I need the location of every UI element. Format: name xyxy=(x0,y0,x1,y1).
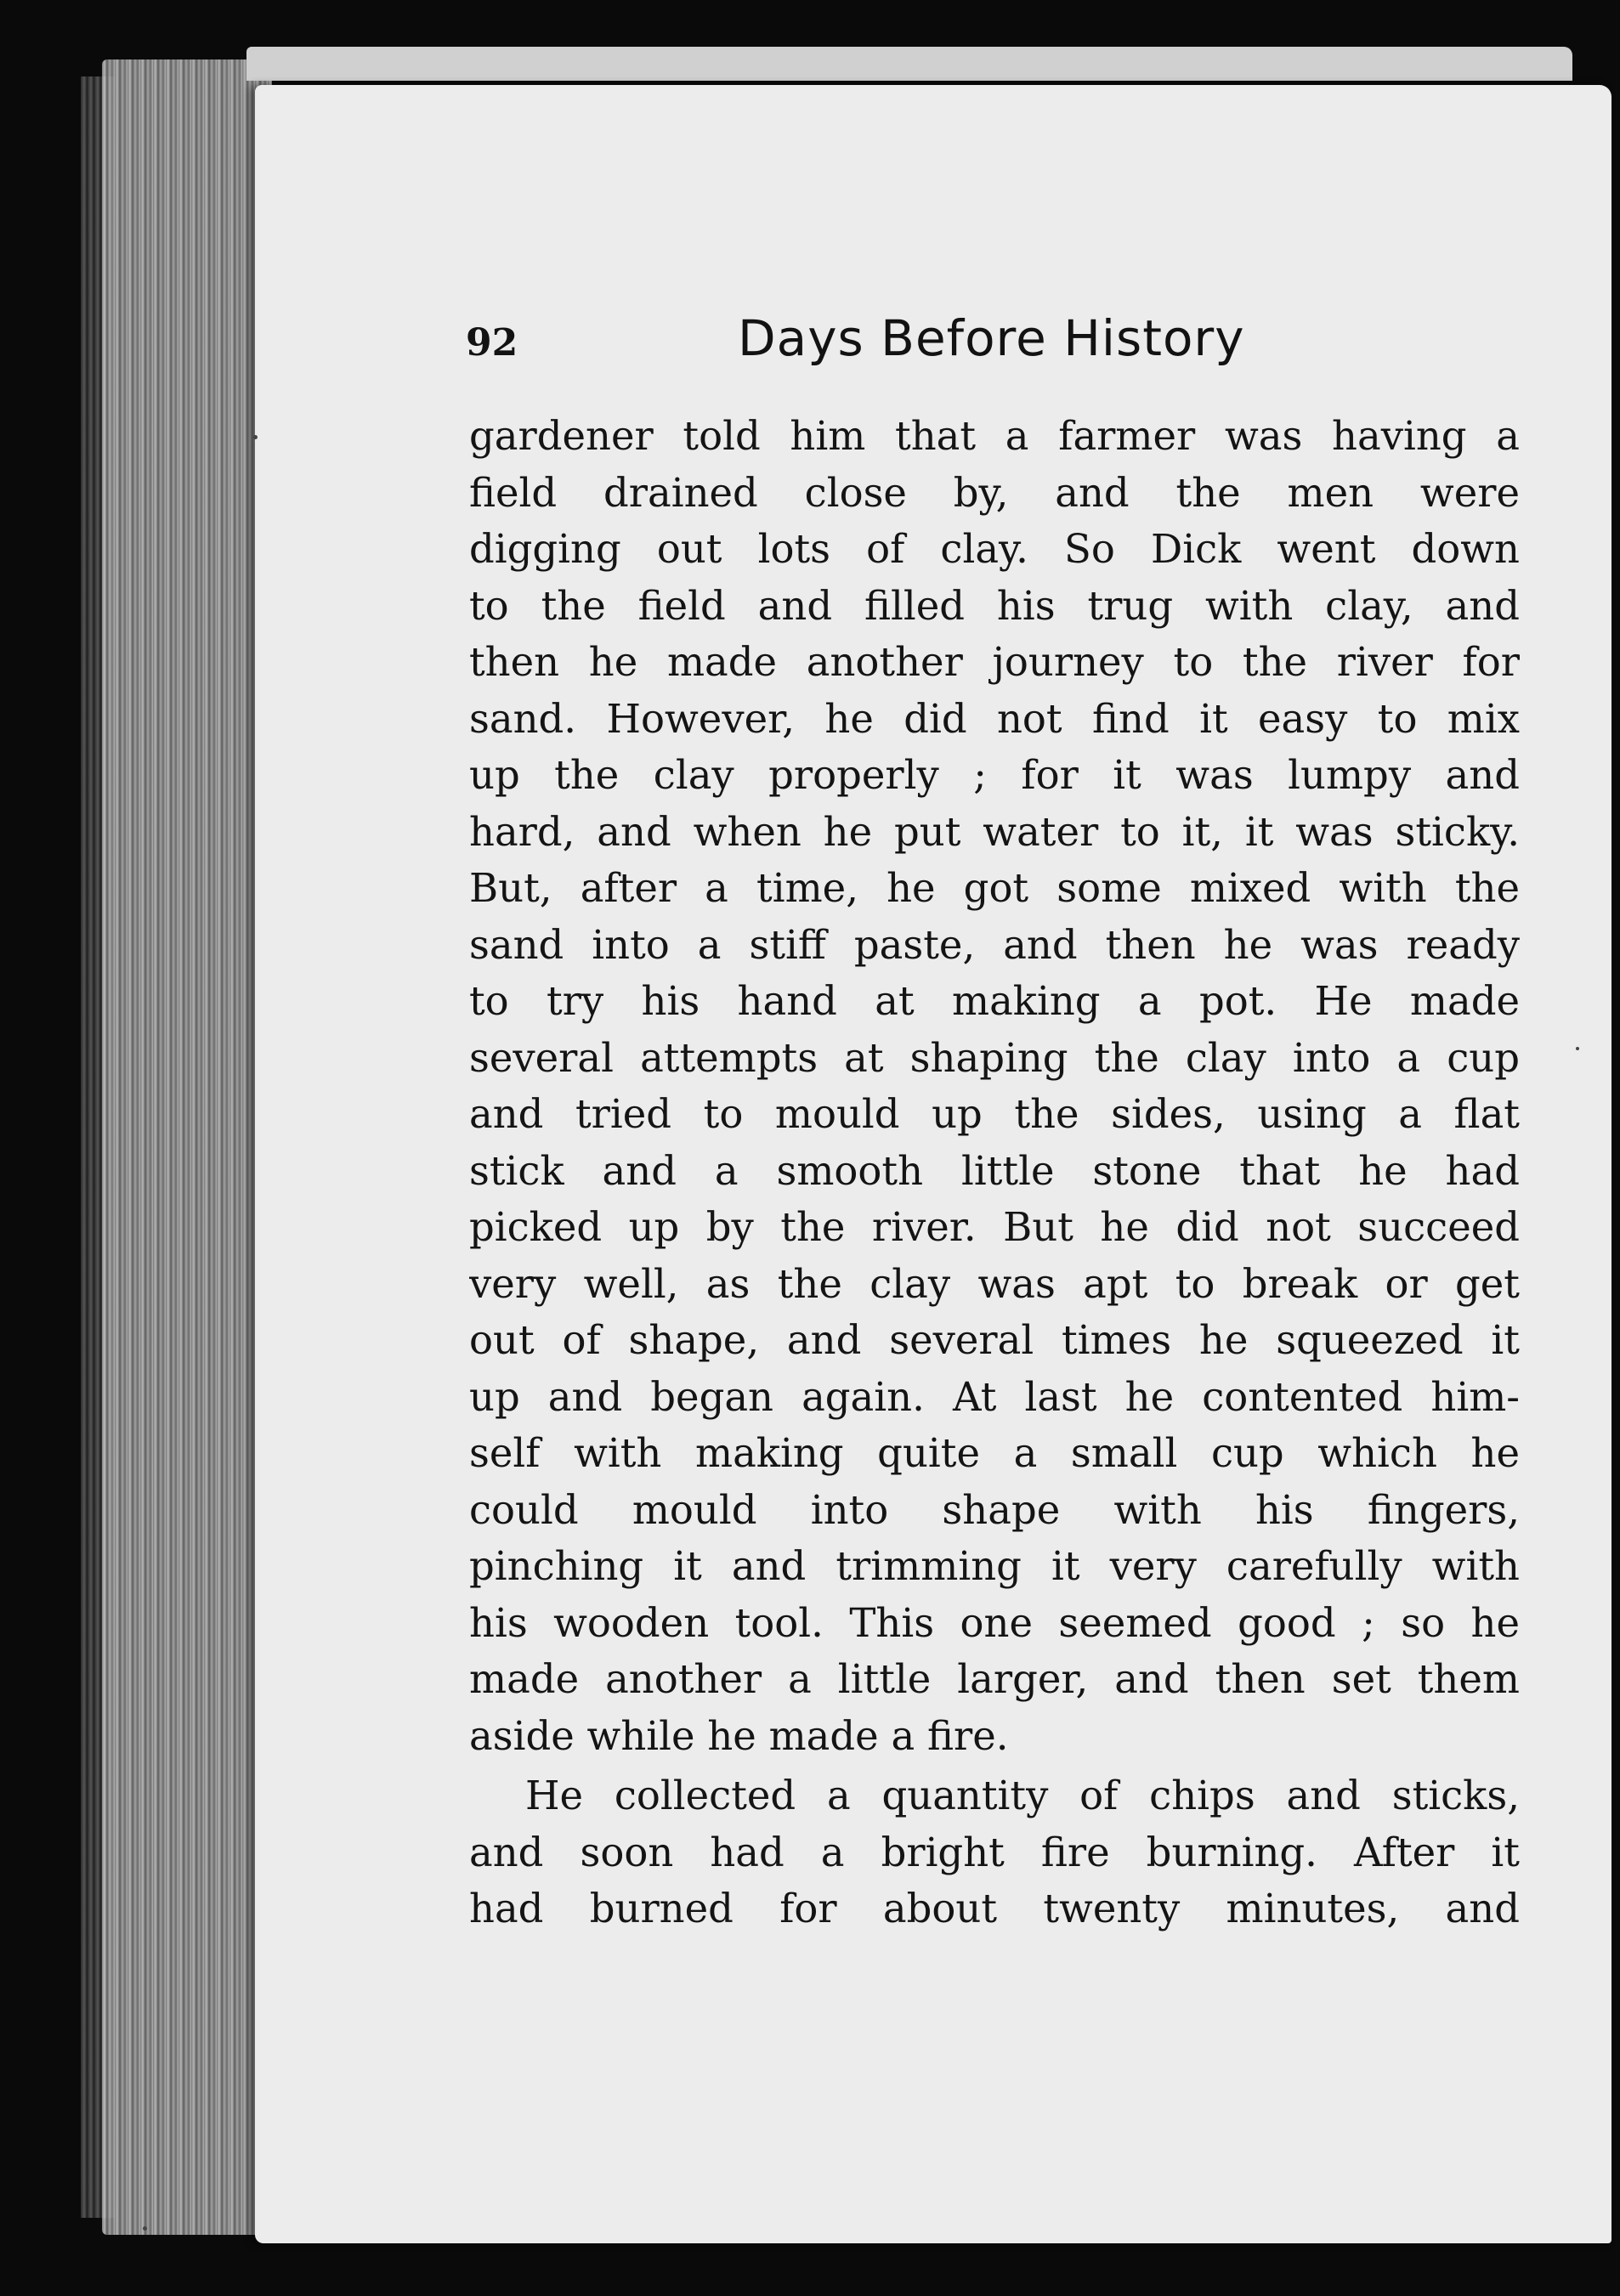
text-line: But, after a time, he got some mixed with the xyxy=(469,865,1520,911)
text-line: up and began again. At last he contented him- xyxy=(469,1373,1520,1420)
text-line: could mould into shape with his fingers, xyxy=(469,1486,1520,1533)
text-line: up the clay properly ; for it was lumpy and xyxy=(469,752,1520,798)
text-line: then he made another journey to the river for xyxy=(469,639,1520,685)
text-line: and soon had a bright fire burning. After it xyxy=(469,1829,1520,1875)
text-line: He collected a quantity of chips and sticks, xyxy=(525,1773,1520,1818)
text-line: to try his hand at making a pot. He made xyxy=(469,978,1520,1024)
text-line: self with making quite a small cup which he xyxy=(469,1430,1520,1476)
scan-speck xyxy=(253,435,258,439)
scan-speck xyxy=(143,2226,147,2231)
text-line: and tried to mould up the sides, using a flat xyxy=(469,1091,1520,1137)
page-edges xyxy=(102,59,272,2235)
text-line: out of shape, and several times he squeezed it xyxy=(469,1317,1520,1363)
text-line: pinching it and trimming it very carefully with xyxy=(469,1543,1520,1589)
page-number: 92 xyxy=(466,321,518,365)
text-line: sand into a stiff paste, and then he was ready xyxy=(469,921,1520,968)
running-title: Days Before History xyxy=(738,309,1245,367)
text-line: sand. However, he did not find it easy to mix xyxy=(469,695,1520,742)
running-head xyxy=(466,309,1256,377)
text-line: stick and a smooth little stone that he had xyxy=(469,1147,1520,1194)
text-line: digging out lots of clay. So Dick went down xyxy=(469,526,1520,572)
paragraph-2 xyxy=(469,1767,1520,1937)
body-text xyxy=(469,408,1520,1937)
text-line: made another a little larger, and then set them xyxy=(469,1656,1520,1702)
top-page-edge xyxy=(246,47,1572,81)
text-line: field drained close by, and the men were xyxy=(469,469,1520,516)
text-line: several attempts at shaping the clay into a cup xyxy=(469,1034,1520,1081)
paragraph-1 xyxy=(469,408,1520,1764)
text-line: had burned for about twenty minutes, and xyxy=(469,1886,1520,1931)
text-line: picked up by the river. But he did not succeed xyxy=(469,1204,1520,1250)
text-line: his wooden tool. This one seemed good ; so he xyxy=(469,1599,1520,1646)
scan-speck xyxy=(1576,1047,1579,1050)
text-line: very well, as the clay was apt to break or get xyxy=(469,1260,1520,1307)
text-line: to the field and filled his trug with clay, and xyxy=(469,582,1520,629)
text-line: aside while he made a fire. xyxy=(469,1712,1009,1759)
text-line: gardener told him that a farmer was having a xyxy=(469,413,1520,459)
text-line: hard, and when he put water to it, it was sticky. xyxy=(469,808,1520,855)
